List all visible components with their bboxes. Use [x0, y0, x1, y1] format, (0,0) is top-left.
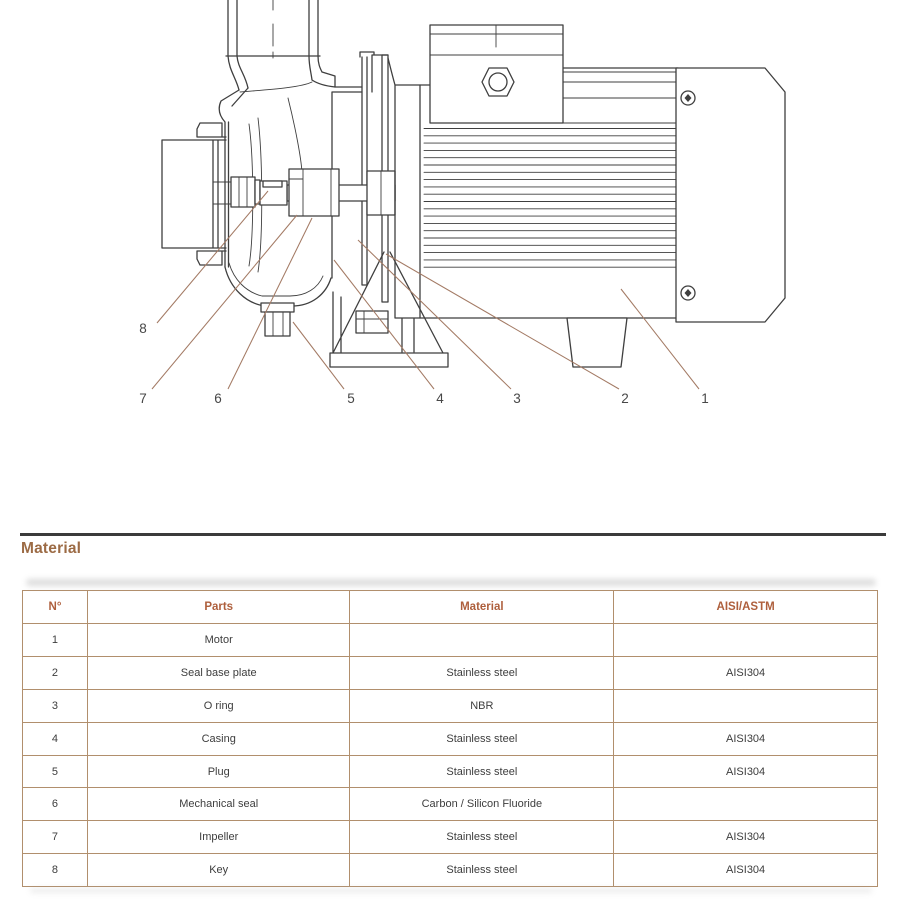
material-table	[22, 590, 878, 887]
shaft-nut	[231, 177, 255, 207]
cell-aisi: AISI304	[614, 722, 878, 755]
motor-end-cover	[676, 68, 785, 322]
table-top-shadow	[26, 579, 876, 586]
support-foot	[330, 311, 448, 367]
cell-material: Stainless steel	[350, 821, 614, 854]
washer	[255, 180, 260, 204]
terminal-box	[430, 25, 563, 123]
drain-plug	[261, 303, 294, 336]
cell-part: Impeller	[87, 821, 349, 854]
col-header-no: N°	[23, 591, 88, 624]
cell-material: Stainless steel	[350, 755, 614, 788]
cell-part: Mechanical seal	[87, 788, 349, 821]
cell-aisi	[614, 689, 878, 722]
cell-part: Casing	[87, 722, 349, 755]
shaft-key	[263, 181, 282, 187]
callout-5: 5	[347, 391, 355, 406]
suction-flange	[162, 140, 226, 248]
cell-no: 3	[23, 689, 88, 722]
table-bottom-shadow	[30, 888, 872, 893]
leader-line-6	[228, 218, 312, 389]
cell-aisi: AISI304	[614, 755, 878, 788]
leader-line-4	[334, 260, 434, 389]
cell-material: Stainless steel	[350, 656, 614, 689]
cell-aisi: AISI304	[614, 821, 878, 854]
table-row	[23, 656, 878, 689]
section-heading: Material	[21, 540, 82, 557]
cell-material: Stainless steel	[350, 854, 614, 887]
mechanical-seal	[289, 169, 339, 216]
cell-no: 7	[23, 821, 88, 854]
cable-gland	[482, 68, 514, 96]
cell-no: 6	[23, 788, 88, 821]
callout-3: 3	[513, 391, 521, 406]
motor-cooling-fins	[424, 129, 676, 268]
callout-8: 8	[139, 321, 147, 336]
pump-cross-section-diagram	[0, 0, 900, 430]
cell-part: O ring	[87, 689, 349, 722]
cell-no: 1	[23, 624, 88, 657]
section-divider-rule	[20, 533, 886, 536]
cell-part: Motor	[87, 624, 349, 657]
end-cover-screw	[681, 286, 695, 300]
motor-foot	[567, 318, 627, 367]
callout-2: 2	[621, 391, 629, 406]
end-cover-screw	[681, 91, 695, 105]
callout-7: 7	[139, 391, 147, 406]
table-row	[23, 755, 878, 788]
callout-6: 6	[214, 391, 222, 406]
cell-part: Plug	[87, 755, 349, 788]
callout-4: 4	[436, 391, 444, 406]
cell-no: 4	[23, 722, 88, 755]
foot-clamp-block	[356, 311, 388, 333]
cell-aisi	[614, 624, 878, 657]
cell-part: Seal base plate	[87, 656, 349, 689]
col-header-parts: Parts	[87, 591, 349, 624]
base-plate	[330, 353, 448, 367]
cell-aisi: AISI304	[614, 854, 878, 887]
cell-part: Key	[87, 854, 349, 887]
table-row	[23, 624, 878, 657]
table-row	[23, 854, 878, 887]
table-row	[23, 689, 878, 722]
cell-material: NBR	[350, 689, 614, 722]
cell-no: 5	[23, 755, 88, 788]
shaft-assembly	[231, 169, 395, 216]
table-row	[23, 788, 878, 821]
cell-material	[350, 624, 614, 657]
cell-material: Carbon / Silicon Fluoride	[350, 788, 614, 821]
callout-1: 1	[701, 391, 709, 406]
table-header-row	[23, 591, 878, 624]
table-row	[23, 821, 878, 854]
cell-no: 2	[23, 656, 88, 689]
col-header-material: Material	[350, 591, 614, 624]
cell-no: 8	[23, 854, 88, 887]
col-header-aisi: AISI/ASTM	[614, 591, 878, 624]
cell-aisi: AISI304	[614, 656, 878, 689]
table-row	[23, 722, 878, 755]
cell-material: Stainless steel	[350, 722, 614, 755]
cell-aisi	[614, 788, 878, 821]
